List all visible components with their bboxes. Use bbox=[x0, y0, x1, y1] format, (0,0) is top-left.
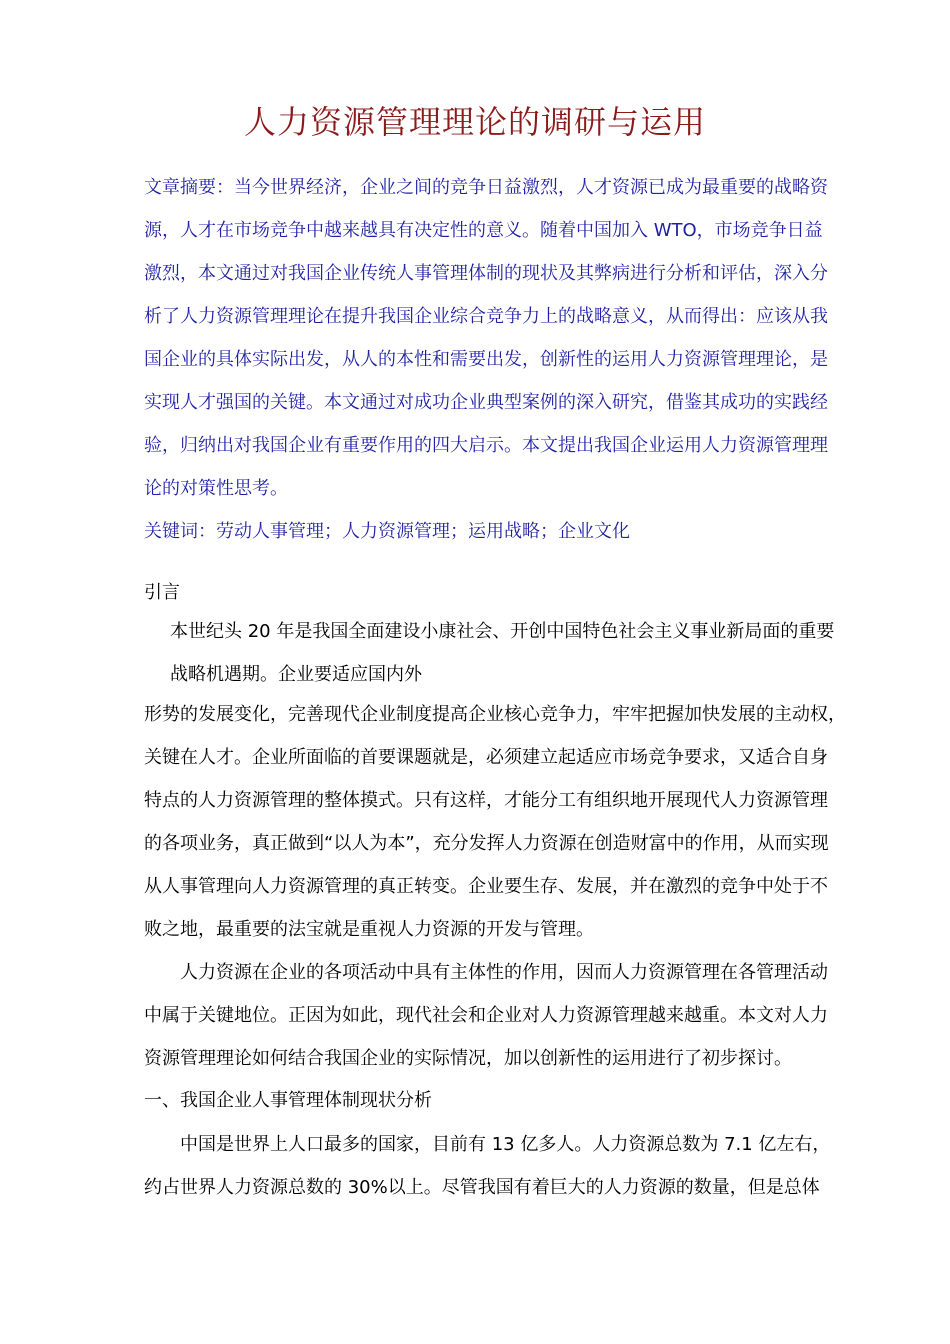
document-title: 人力资源管理理论的调研与运用 bbox=[243, 103, 706, 141]
intro-first-paragraph bbox=[170, 610, 880, 696]
intro-line: 本世纪头 20 年是我国全面建设小康社会、开创中国特色社会主义事业新局面的重要 bbox=[170, 621, 835, 642]
section1-line: 中国是世界上人口最多的国家，目前有 13 亿多人。人力资源总数为 7.1 亿左右， bbox=[180, 1134, 831, 1155]
abstract bbox=[144, 166, 874, 510]
para2-line: 中属于关键地位。正因为如此，现代社会和企业对人力资源管理越来越重。本文对人力 bbox=[144, 1005, 828, 1026]
abstract-line: 析了人力资源管理理论在提升我国企业综合竞争力上的战略意义，从而得出：应该从我 bbox=[144, 306, 828, 327]
abstract-line: 文章摘要：当今世界经济，企业之间的竞争日益激烈，人才资源已成为最重要的战略资 bbox=[144, 177, 828, 198]
intro-cont-line: 形势的发展变化，完善现代企业制度提高企业核心竞争力，牢牢把握加快发展的主动权， bbox=[144, 704, 846, 725]
abstract-line: 激烈，本文通过对我国企业传统人事管理体制的现状及其弊病进行分析和评估，深入分 bbox=[144, 263, 828, 284]
intro-cont-line: 特点的人力资源管理的整体摸式。只有这样，才能分工有组织地开展现代人力资源管理 bbox=[144, 790, 828, 811]
para2-line: 资源管理理论如何结合我国企业的实际情况，加以创新性的运用进行了初步探讨。 bbox=[144, 1048, 792, 1069]
section-one-paragraph bbox=[144, 1123, 874, 1209]
para2-line: 人力资源在企业的各项活动中具有主体性的作用，因而人力资源管理在各管理活动 bbox=[180, 962, 828, 983]
intro-continuation bbox=[144, 693, 892, 951]
intro-heading: 引言 bbox=[144, 582, 180, 603]
keywords: 关键词：劳动人事管理；人力资源管理；运用战略；企业文化 bbox=[144, 521, 630, 542]
intro-cont-line: 从人事管理向人力资源管理的真正转变。企业要生存、发展，并在激烈的竞争中处于不 bbox=[144, 876, 828, 897]
second-paragraph bbox=[144, 951, 874, 1080]
abstract-line: 论的对策性思考。 bbox=[144, 478, 288, 499]
intro-cont-line: 的各项业务，真正做到“以人为本”，充分发挥人力资源在创造财富中的作用，从而实现 bbox=[144, 833, 829, 854]
intro-line: 战略机遇期。企业要适应国内外 bbox=[170, 664, 422, 685]
section-one-heading: 一、我国企业人事管理体制现状分析 bbox=[144, 1090, 432, 1111]
abstract-line: 源，人才在市场竞争中越来越具有决定性的意义。随着中国加入 WTO，市场竞争日益 bbox=[144, 220, 823, 241]
abstract-line: 国企业的具体实际出发，从人的本性和需要出发，创新性的运用人力资源管理理论，是 bbox=[144, 349, 828, 370]
section1-line: 约占世界人力资源总数的 30%以上。尽管我国有着巨大的人力资源的数量，但是总体 bbox=[144, 1177, 820, 1198]
abstract-line: 实现人才强国的关键。本文通过对成功企业典型案例的深入研究，借鉴其成功的实践经 bbox=[144, 392, 828, 413]
intro-cont-line: 关键在人才。企业所面临的首要课题就是，必须建立起适应市场竞争要求，又适合自身 bbox=[144, 747, 828, 768]
intro-cont-line: 败之地，最重要的法宝就是重视人力资源的开发与管理。 bbox=[144, 919, 594, 940]
abstract-line: 验，归纳出对我国企业有重要作用的四大启示。本文提出我国企业运用人力资源管理理 bbox=[144, 435, 828, 456]
